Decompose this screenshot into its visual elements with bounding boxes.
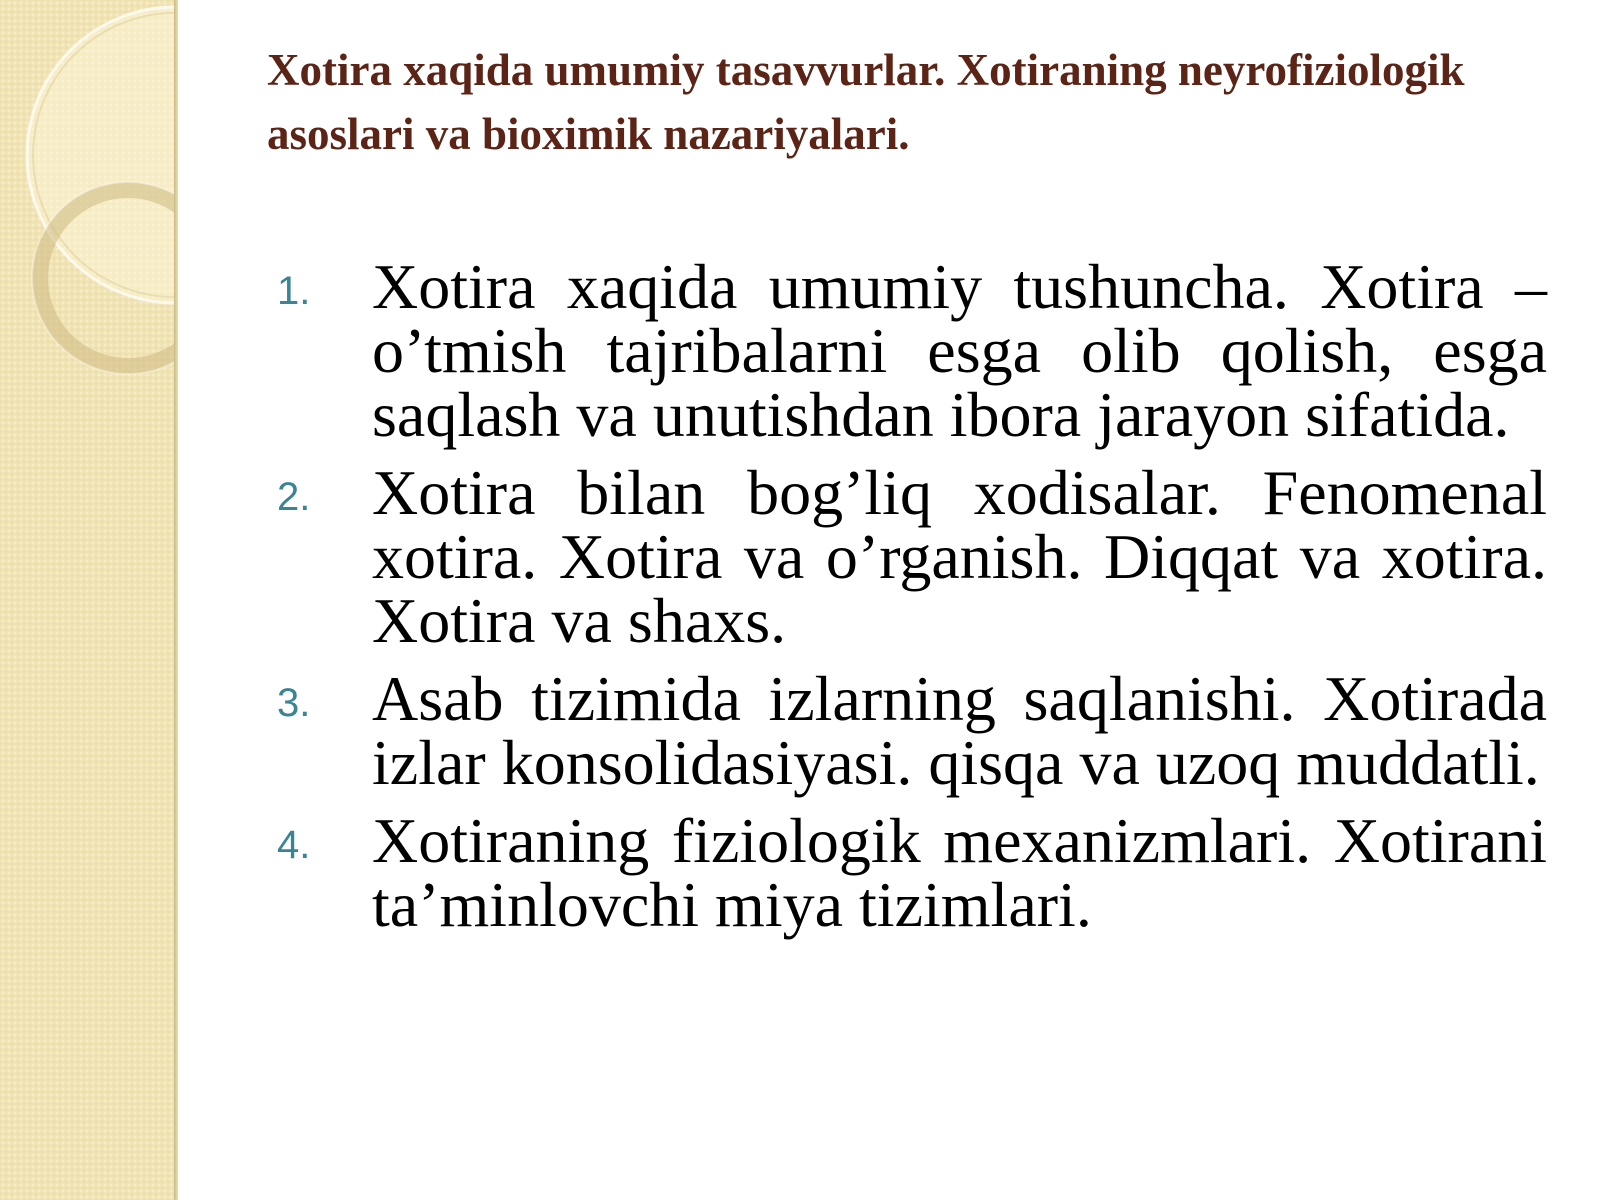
agenda-list (277, 251, 1547, 951)
item-text: Xotira bilan bog’liq xodisalar. Fenomenal xotira. Xotira va o’rganish. Diqqat va xotira. Xotira va shaxs. (372, 457, 1547, 656)
item-text: Xotira xaqida umumiy tushuncha. Xotira – o’tmish tajribalarni esga olib qolish, esga saqlash va unutishdan ibora jarayon sifatida. (372, 251, 1547, 450)
item-number: 2. (277, 475, 311, 519)
item-text: Asab tizimida izlarning saqlanishi. Xotirada izlar konsolidasiyasi. qisqa va uzoq muddatli. (372, 663, 1547, 798)
list-item (277, 251, 1547, 450)
slide-title: Xotira xaqida umumiy tasavvurlar. Xotiraning neyrofiziologik asoslari va bioximik nazariyalari. (267, 45, 1465, 159)
item-number: 1. (277, 269, 311, 313)
list-item (277, 805, 1547, 940)
list-item (277, 663, 1547, 798)
sidebar-edge (174, 0, 178, 1200)
item-text: Xotiraning fiziologik mexanizmlari. Xotirani ta’minlovchi miya tizimlari. (372, 805, 1547, 940)
decorative-rings (0, 0, 174, 1200)
decorative-sidebar (0, 0, 174, 1200)
list-item (277, 457, 1547, 656)
item-number: 4. (277, 823, 311, 867)
item-number: 3. (277, 681, 311, 725)
